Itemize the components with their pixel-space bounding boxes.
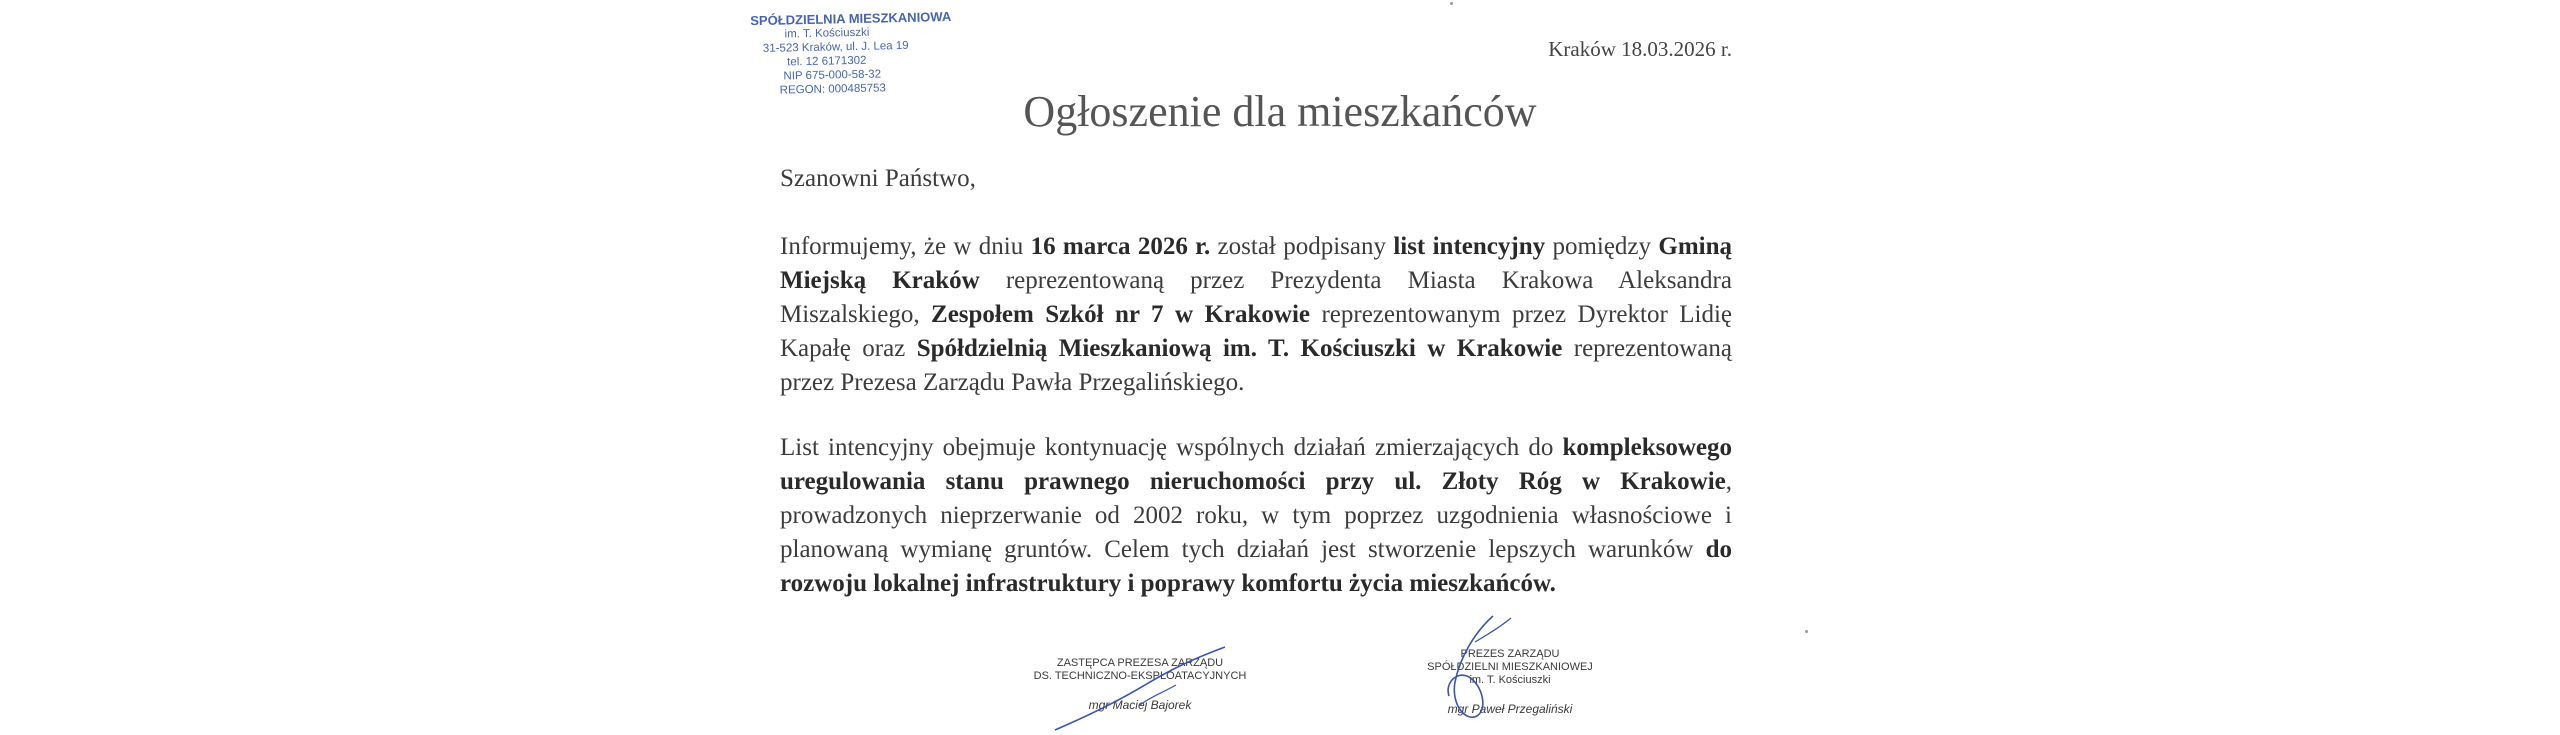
paragraph-agreement	[780, 230, 1732, 400]
page-title: Ogłoszenie dla mieszkańców	[1023, 87, 1537, 136]
emphasized-text: Spółdzielnią Mieszkaniową im. T. Kościuszki w Krakowie	[916, 335, 1563, 362]
scan-speck	[1805, 630, 1808, 633]
place-date: Kraków 18.03.2026 r.	[1548, 37, 1732, 61]
signatory-name: mgr Maciej Bajorek	[1088, 698, 1192, 712]
stamp-line: 31-523 Kraków, ul. J. Lea 19	[762, 39, 909, 55]
scan-speck	[1450, 2, 1453, 5]
emphasized-text: 16 marca 2026 r.	[1030, 233, 1211, 260]
stamp-line: NIP 675-000-58-32	[783, 68, 882, 83]
text-run: List intencyjny obejmuje kontynuację wspólnych działań zmierzających do	[780, 434, 1563, 461]
emphasized-text: Zespołem Szkół nr 7 w Krakowie	[931, 301, 1311, 328]
emphasized-text: list intencyjny	[1393, 233, 1546, 260]
handwritten-signature-right	[1415, 612, 1525, 733]
text-run: został podpisany	[1210, 233, 1394, 260]
stamp-line: im. T. Kościuszki	[784, 26, 870, 41]
signatory-role: ZASTĘPCA PREZESA ZARZĄDU	[1056, 657, 1224, 669]
text-run: Informujemy, że w dniu	[780, 233, 1031, 260]
text-run: reprezentowaną przez Prezesa Zarządu Pawła Przegalińskiego.	[780, 335, 1732, 396]
text-run: pomiędzy	[1545, 233, 1659, 260]
text-run: , prowadzonych nieprzerwanie od 2002 roku, w tym poprzez uzgodnienia własnościowe i planowaną wymianę gruntów. Celem tych działań jest stworzenie lepszych warunków	[780, 468, 1732, 563]
handwritten-signature-left	[1050, 645, 1230, 735]
emphasized-text: Gminą Miejską Kraków	[780, 233, 1732, 294]
stamp-line: SPÓŁDZIELNIA MIESZKANIOWA	[750, 8, 952, 29]
cooperative-stamp	[744, 10, 966, 99]
emphasized-text: do rozwoju lokalnej infrastruktury i poprawy komfortu życia mieszkańców.	[780, 536, 1732, 597]
paragraph-scope	[780, 431, 1732, 601]
stamp-line: tel. 12 6171302	[787, 54, 867, 69]
signatory-role-detail: SPÓŁDZIELNI MIESZKANIOWEJ	[1427, 661, 1593, 673]
signatory-role-detail: DS. TECHNICZNO-EKSPLOATACYJNYCH	[1033, 670, 1247, 682]
text-run: reprezentowanym przez Dyrektor Lidię Kapałę oraz	[780, 301, 1732, 362]
signatory-name: mgr Paweł Przegaliński	[1447, 702, 1573, 716]
text-run: reprezentowaną przez Prezydenta Miasta Krakowa Aleksandra Miszalskiego,	[780, 267, 1732, 328]
stamp-line: REGON: 000485753	[779, 82, 886, 97]
signatory-organization: im. T. Kościuszki	[1469, 674, 1551, 686]
signatory-role: PREZES ZARZĄDU	[1460, 648, 1560, 660]
greeting: Szanowni Państwo,	[780, 165, 976, 192]
emphasized-text: kompleksowego uregulowania stanu prawnego nieruchomości przy ul. Złoty Róg w Krakowie	[780, 434, 1732, 495]
